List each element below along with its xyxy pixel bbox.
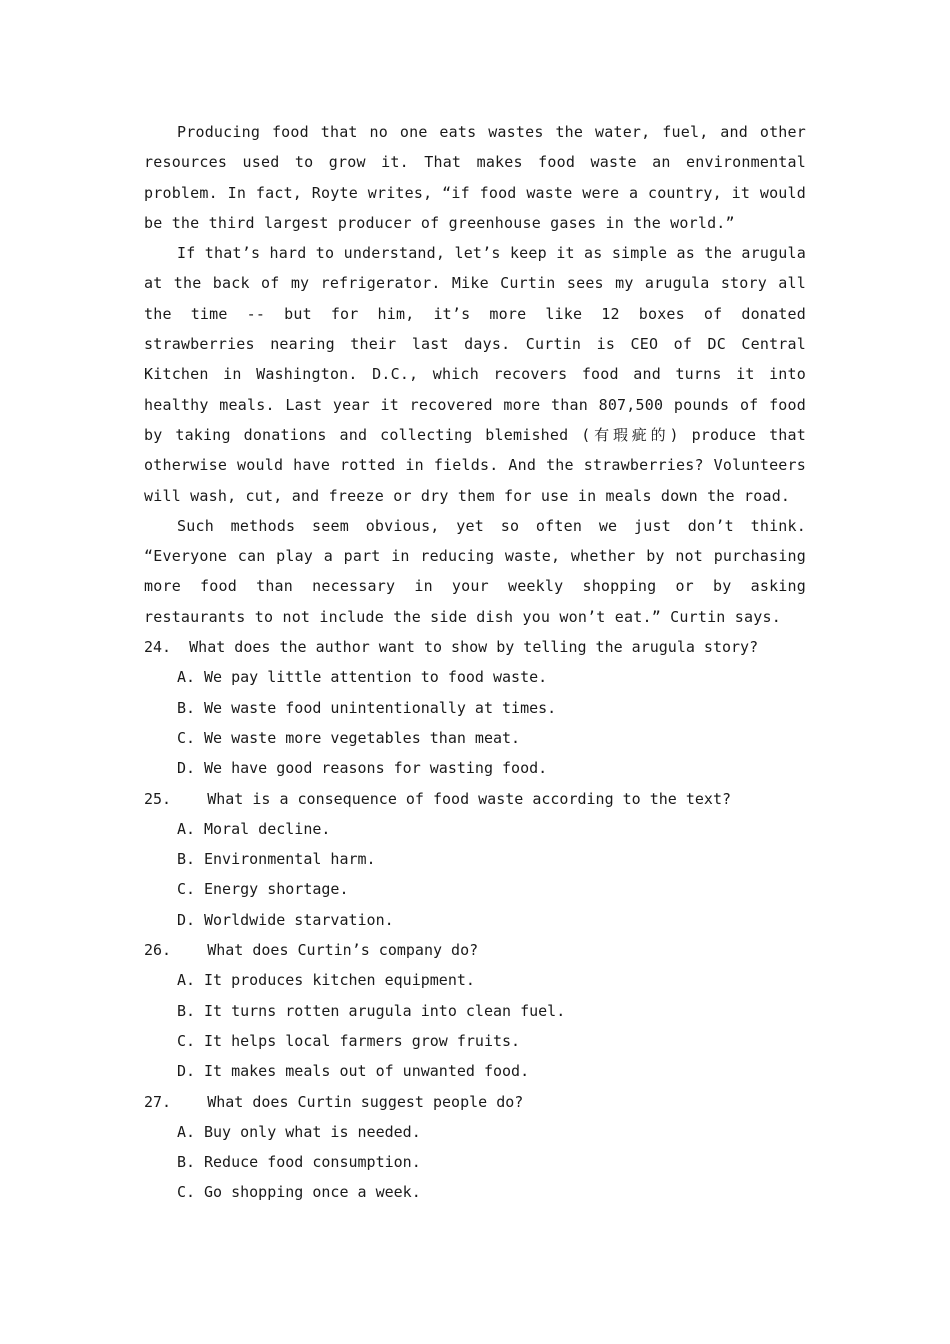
question-text: What does Curtin suggest people do? [207, 1092, 524, 1111]
question-text: What does Curtin’s company do? [207, 941, 479, 960]
question-25 [144, 784, 806, 935]
option-text: We waste more vegetables than meat. [204, 728, 521, 747]
option-c [144, 874, 806, 904]
passage-paragraph-2: If that’s hard to understand, let’s keep it as simple as the arugula at the back of my refrigerator. Mike Curtin sees my arugula story all the time -- but for him, it’s more like 12 boxes of donated strawberries nearing their last days. Curtin is CEO of DC Central Kitchen in Washington. D.C., which recovers food and turns it into healthy meals. Last year it recovered more than 807,500 pounds of food by taking donations and collecting blemished (有瑕疵的) produce that otherwise would have rotted in fields. And the strawberries? Volunteers will wash, cut, and freeze or dry them for use in meals down the road. [144, 244, 806, 505]
option-letter: A. [177, 971, 196, 990]
option-letter: D. [177, 759, 196, 778]
option-letter: B. [177, 1153, 196, 1172]
option-letter: B. [177, 850, 196, 869]
option-letter: D. [177, 1062, 196, 1081]
option-b [144, 693, 806, 723]
option-c [144, 723, 806, 753]
option-b [144, 996, 806, 1026]
option-letter: D. [177, 910, 196, 929]
question-number: 26. [144, 941, 172, 960]
option-a [144, 662, 806, 692]
question-stem [144, 1087, 806, 1117]
option-letter: B. [177, 1001, 196, 1020]
option-letter: A. [177, 1122, 196, 1141]
passage-paragraph-1: Producing food that no one eats wastes the water, fuel, and other resources used to grow it. That makes food waste an environmental problem. In fact, Royte writes, “if food waste were a country, it would be the third largest producer of greenhouse gases in the world.” [144, 123, 806, 232]
question-stem [144, 935, 806, 965]
option-text: Worldwide starvation. [204, 910, 394, 929]
option-b [144, 844, 806, 874]
question-stem [144, 632, 806, 662]
option-a [144, 814, 806, 844]
question-27 [144, 1087, 806, 1208]
option-text: Environmental harm. [204, 850, 376, 869]
option-letter: C. [177, 1031, 196, 1050]
option-text: Buy only what is needed. [204, 1122, 421, 1141]
question-26 [144, 935, 806, 1086]
option-text: It helps local farmers grow fruits. [204, 1031, 521, 1050]
option-a [144, 965, 806, 995]
question-24 [144, 632, 806, 783]
option-text: Energy shortage. [204, 880, 349, 899]
option-letter: B. [177, 698, 196, 717]
option-d [144, 753, 806, 783]
question-number: 25. [144, 789, 172, 808]
passage-paragraph-3: Such methods seem obvious, yet so often we just don’t think. “Everyone can play a part in reducing waste, whether by not purchasing more food than necessary in your weekly shopping or by asking restaurants to not include the side dish you won’t eat.” Curtin says. [144, 516, 806, 626]
option-text: It turns rotten arugula into clean fuel. [204, 1001, 566, 1020]
option-text: Go shopping once a week. [204, 1183, 421, 1202]
option-text: It produces kitchen equipment. [204, 971, 475, 990]
option-letter: C. [177, 728, 196, 747]
option-text: We waste food unintentionally at times. [204, 698, 557, 717]
option-letter: C. [177, 1183, 196, 1202]
option-letter: A. [177, 819, 196, 838]
option-letter: C. [177, 880, 196, 899]
option-text: We pay little attention to food waste. [204, 668, 548, 687]
option-c [144, 1026, 806, 1056]
option-d [144, 1056, 806, 1086]
question-number: 24. [144, 638, 172, 657]
option-a [144, 1117, 806, 1147]
option-letter: A. [177, 668, 196, 687]
option-d [144, 905, 806, 935]
question-stem [144, 784, 806, 814]
option-c [144, 1177, 806, 1207]
option-text: Moral decline. [204, 819, 331, 838]
option-text: We have good reasons for wasting food. [204, 759, 548, 778]
option-text: It makes meals out of unwanted food. [204, 1062, 530, 1081]
option-b [144, 1147, 806, 1177]
question-text: What is a consequence of food waste according to the text? [207, 789, 732, 808]
option-text: Reduce food consumption. [204, 1153, 421, 1172]
question-number: 27. [144, 1092, 172, 1111]
document-content [144, 117, 806, 1208]
question-text: What does the author want to show by telling the arugula story? [189, 638, 759, 657]
